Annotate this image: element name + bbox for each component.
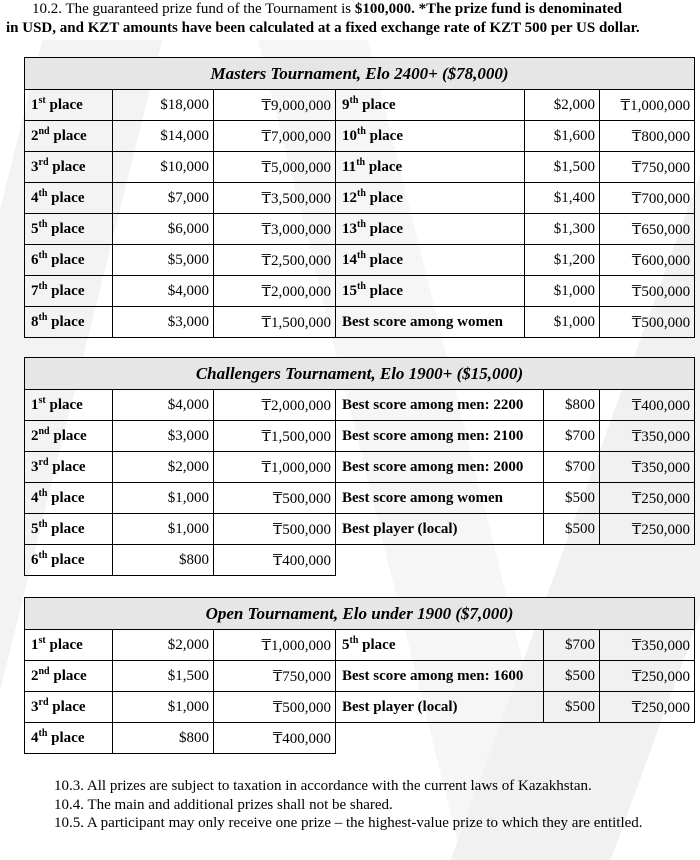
usd-amount: $1,300 [525, 214, 600, 245]
intro-fund-amount: $100,000 [354, 1, 412, 17]
place-word: place [47, 729, 85, 746]
ordinal-suffix: rd [38, 456, 49, 468]
ordinal-suffix: st [38, 94, 46, 106]
note-item: 10.5. A participant may only receive one prize – the highest-value prize to which they are entitled. [54, 815, 643, 831]
kzt-amount: ₸750,000 [600, 152, 695, 183]
place-ordinal: 1 [31, 396, 39, 413]
place-word: place [45, 396, 83, 413]
usd-amount: $4,000 [113, 276, 214, 307]
place-ordinal: 12 [342, 189, 357, 206]
table-row [25, 276, 695, 307]
place-ordinal: 2 [31, 427, 39, 444]
place-ordinal: 5 [31, 220, 39, 237]
ordinal-suffix: th [38, 727, 48, 739]
place-label [336, 483, 544, 514]
kzt-amount: ₸250,000 [600, 692, 695, 723]
place-label [336, 692, 544, 723]
kzt-amount: ₸9,000,000 [214, 90, 336, 121]
kzt-amount: ₸650,000 [600, 214, 695, 245]
empty-cell [600, 545, 695, 576]
table-row [25, 483, 695, 514]
place-word: place [47, 313, 85, 330]
intro-text: 10.2. The guaranteed prize fund of the Tournament is [32, 1, 355, 17]
ordinal-suffix: th [38, 280, 48, 292]
usd-amount: $3,000 [113, 421, 214, 452]
place-ordinal: 14 [342, 251, 357, 268]
table-row [25, 661, 695, 692]
table-row [25, 183, 695, 214]
kzt-amount: ₸500,000 [214, 692, 336, 723]
place-word: place [358, 96, 396, 113]
table-row [25, 152, 695, 183]
place-ordinal: 6 [31, 551, 39, 568]
open-prize-table [24, 597, 695, 754]
kzt-amount: ₸1,000,000 [600, 90, 695, 121]
table-row [25, 452, 695, 483]
place-ordinal: Best player (local) [342, 520, 458, 537]
usd-amount: $2,000 [113, 630, 214, 661]
place-word: place [365, 189, 403, 206]
place-ordinal: 7 [31, 282, 39, 299]
table-row [25, 723, 695, 754]
usd-amount: $1,600 [525, 121, 600, 152]
place-word: place [365, 220, 403, 237]
usd-amount: $700 [544, 630, 600, 661]
place-ordinal: Best score among women [342, 313, 503, 330]
place-ordinal: 8 [31, 313, 39, 330]
table-row [25, 630, 695, 661]
usd-amount: $2,000 [113, 452, 214, 483]
place-label [336, 630, 544, 661]
place-word: place [47, 282, 85, 299]
place-word: place [45, 636, 83, 653]
ordinal-suffix: rd [38, 156, 49, 168]
kzt-amount: ₸1,500,000 [214, 421, 336, 452]
empty-cell [544, 723, 600, 754]
ordinal-suffix: th [356, 156, 366, 168]
usd-amount: $6,000 [113, 214, 214, 245]
ordinal-suffix: th [38, 218, 48, 230]
usd-amount: $700 [544, 452, 600, 483]
usd-amount: $1,000 [113, 483, 214, 514]
place-word: place [365, 158, 403, 175]
place-word: place [365, 251, 403, 268]
empty-cell [600, 723, 695, 754]
place-label [25, 245, 113, 276]
place-word: place [47, 251, 85, 268]
usd-amount: $18,000 [113, 90, 214, 121]
place-ordinal: Best score among men: 2200 [342, 396, 524, 413]
usd-amount: $800 [544, 390, 600, 421]
kzt-amount: ₸500,000 [600, 276, 695, 307]
place-label [336, 183, 525, 214]
place-label [336, 152, 525, 183]
usd-amount: $700 [544, 421, 600, 452]
usd-amount: $5,000 [113, 245, 214, 276]
place-word: place [48, 158, 86, 175]
place-ordinal: Best score among women [342, 489, 503, 506]
kzt-amount: ₸2,000,000 [214, 390, 336, 421]
place-ordinal: Best score among men: 2100 [342, 427, 524, 444]
ordinal-suffix: st [38, 394, 46, 406]
place-word: place [45, 96, 83, 113]
place-label [25, 90, 113, 121]
place-ordinal: 5 [342, 636, 350, 653]
intro-line-1 [6, 0, 694, 19]
place-ordinal: 6 [31, 251, 39, 268]
place-label [336, 514, 544, 545]
place-label [336, 245, 525, 276]
place-label [25, 183, 113, 214]
place-ordinal: Best score among men: 1600 [342, 667, 524, 684]
usd-amount: $800 [113, 723, 214, 754]
usd-amount: $800 [113, 545, 214, 576]
place-ordinal: 15 [342, 282, 357, 299]
place-ordinal: 10 [342, 127, 357, 144]
place-word: place [49, 427, 87, 444]
notes-list [54, 777, 694, 833]
table-row [25, 121, 695, 152]
usd-amount: $1,000 [525, 276, 600, 307]
place-ordinal: 13 [342, 220, 357, 237]
place-ordinal: 4 [31, 189, 39, 206]
ordinal-suffix: nd [38, 665, 50, 677]
place-label [336, 276, 525, 307]
ordinal-suffix: th [38, 187, 48, 199]
place-ordinal: 4 [31, 489, 39, 506]
open-table-title: Open Tournament, Elo under 1900 ($7,000) [25, 598, 695, 630]
ordinal-suffix: th [38, 518, 48, 530]
place-word: place [47, 189, 85, 206]
place-ordinal: 11 [342, 158, 357, 175]
usd-amount: $14,000 [113, 121, 214, 152]
kzt-amount: ₸350,000 [600, 421, 695, 452]
usd-amount: $1,400 [525, 183, 600, 214]
place-ordinal: 3 [31, 458, 39, 475]
table-row [25, 390, 695, 421]
place-label [25, 276, 113, 307]
place-ordinal: 3 [31, 158, 39, 175]
kzt-amount: ₸7,000,000 [214, 121, 336, 152]
place-word: place [365, 282, 403, 299]
table-row [25, 545, 695, 576]
kzt-amount: ₸2,000,000 [214, 276, 336, 307]
place-label [336, 121, 525, 152]
place-label [25, 214, 113, 245]
kzt-amount: ₸500,000 [214, 514, 336, 545]
usd-amount: $500 [544, 514, 600, 545]
masters-table-title: Masters Tournament, Elo 2400+ ($78,000) [25, 58, 695, 90]
place-label [25, 514, 113, 545]
kzt-amount: ₸3,500,000 [214, 183, 336, 214]
ordinal-suffix: th [349, 94, 359, 106]
intro-paragraph [6, 0, 694, 38]
place-word: place [47, 220, 85, 237]
usd-amount: $1,200 [525, 245, 600, 276]
place-word: place [47, 551, 85, 568]
usd-amount: $2,000 [525, 90, 600, 121]
place-ordinal: 4 [31, 729, 39, 746]
kzt-amount: ₸600,000 [600, 245, 695, 276]
usd-amount: $1,500 [113, 661, 214, 692]
kzt-amount: ₸400,000 [214, 723, 336, 754]
kzt-amount: ₸2,500,000 [214, 245, 336, 276]
intro-line-2: in USD, and KZT amounts have been calculated at a fixed exchange rate of KZT 500 per US dollar. [6, 20, 640, 36]
kzt-amount: ₸500,000 [600, 307, 695, 338]
kzt-amount: ₸500,000 [214, 483, 336, 514]
kzt-amount: ₸250,000 [600, 514, 695, 545]
place-label [336, 307, 525, 338]
ordinal-suffix: th [357, 280, 366, 292]
kzt-amount: ₸1,500,000 [214, 307, 336, 338]
table-row [25, 514, 695, 545]
place-label [25, 121, 113, 152]
table-row [25, 245, 695, 276]
place-label [25, 630, 113, 661]
place-word: place [48, 698, 86, 715]
usd-amount: $1,000 [113, 692, 214, 723]
usd-amount: $500 [544, 661, 600, 692]
place-label [25, 390, 113, 421]
usd-amount: $1,000 [525, 307, 600, 338]
kzt-amount: ₸400,000 [214, 545, 336, 576]
place-label [336, 452, 544, 483]
usd-amount: $10,000 [113, 152, 214, 183]
challengers-prize-table [24, 357, 695, 576]
empty-cell [336, 545, 544, 576]
place-label [336, 390, 544, 421]
place-label [25, 692, 113, 723]
place-ordinal: 5 [31, 520, 39, 537]
ordinal-suffix: th [38, 249, 48, 261]
usd-amount: $3,000 [113, 307, 214, 338]
empty-cell [336, 723, 544, 754]
place-ordinal: 9 [342, 96, 350, 113]
place-ordinal: 2 [31, 127, 39, 144]
kzt-amount: ₸1,000,000 [214, 630, 336, 661]
ordinal-suffix: nd [38, 125, 50, 137]
place-label [336, 90, 525, 121]
masters-prize-table [24, 57, 695, 338]
place-word: place [49, 667, 87, 684]
intro-text-bold: . *The prize fund is denominated [411, 1, 622, 17]
ordinal-suffix: th [38, 487, 48, 499]
ordinal-suffix: rd [38, 696, 49, 708]
place-word: place [358, 636, 396, 653]
table-row [25, 421, 695, 452]
kzt-amount: ₸250,000 [600, 483, 695, 514]
kzt-amount: ₸750,000 [214, 661, 336, 692]
place-label [25, 421, 113, 452]
place-ordinal: 2 [31, 667, 39, 684]
place-word: place [365, 127, 403, 144]
ordinal-suffix: th [349, 634, 359, 646]
ordinal-suffix: th [357, 249, 366, 261]
place-label [25, 307, 113, 338]
place-ordinal: Best score among men: 2000 [342, 458, 524, 475]
ordinal-suffix: th [38, 549, 48, 561]
place-label [25, 452, 113, 483]
place-ordinal: 1 [31, 636, 39, 653]
place-ordinal: 1 [31, 96, 39, 113]
place-label [25, 661, 113, 692]
kzt-amount: ₸5,000,000 [214, 152, 336, 183]
kzt-amount: ₸3,000,000 [214, 214, 336, 245]
note-item: 10.4. The main and additional prizes shall not be shared. [54, 796, 393, 813]
usd-amount: $500 [544, 483, 600, 514]
place-label [25, 483, 113, 514]
note-item: 10.3. All prizes are subject to taxation in accordance with the current laws of Kazakhstan. [54, 778, 592, 794]
place-ordinal: 3 [31, 698, 39, 715]
place-word: place [47, 520, 85, 537]
place-word: place [47, 489, 85, 506]
table-row [25, 214, 695, 245]
place-label [336, 214, 525, 245]
kzt-amount: ₸400,000 [600, 390, 695, 421]
usd-amount: $1,500 [525, 152, 600, 183]
usd-amount: $4,000 [113, 390, 214, 421]
ordinal-suffix: th [357, 218, 366, 230]
place-label [25, 545, 113, 576]
place-word: place [49, 127, 87, 144]
place-label [336, 661, 544, 692]
kzt-amount: ₸800,000 [600, 121, 695, 152]
usd-amount: $500 [544, 692, 600, 723]
place-label [336, 421, 544, 452]
ordinal-suffix: th [357, 125, 366, 137]
table-row [25, 90, 695, 121]
kzt-amount: ₸700,000 [600, 183, 695, 214]
kzt-amount: ₸350,000 [600, 630, 695, 661]
ordinal-suffix: st [38, 634, 46, 646]
empty-cell [544, 545, 600, 576]
place-word: place [48, 458, 86, 475]
table-row [25, 692, 695, 723]
challengers-table-title: Challengers Tournament, Elo 1900+ ($15,000) [25, 358, 695, 390]
ordinal-suffix: th [357, 187, 366, 199]
kzt-amount: ₸350,000 [600, 452, 695, 483]
usd-amount: $1,000 [113, 514, 214, 545]
place-ordinal: Best player (local) [342, 698, 458, 715]
table-row [25, 307, 695, 338]
kzt-amount: ₸1,000,000 [214, 452, 336, 483]
ordinal-suffix: nd [38, 425, 50, 437]
kzt-amount: ₸250,000 [600, 661, 695, 692]
place-label [25, 152, 113, 183]
place-label [25, 723, 113, 754]
ordinal-suffix: th [38, 311, 48, 323]
usd-amount: $7,000 [113, 183, 214, 214]
